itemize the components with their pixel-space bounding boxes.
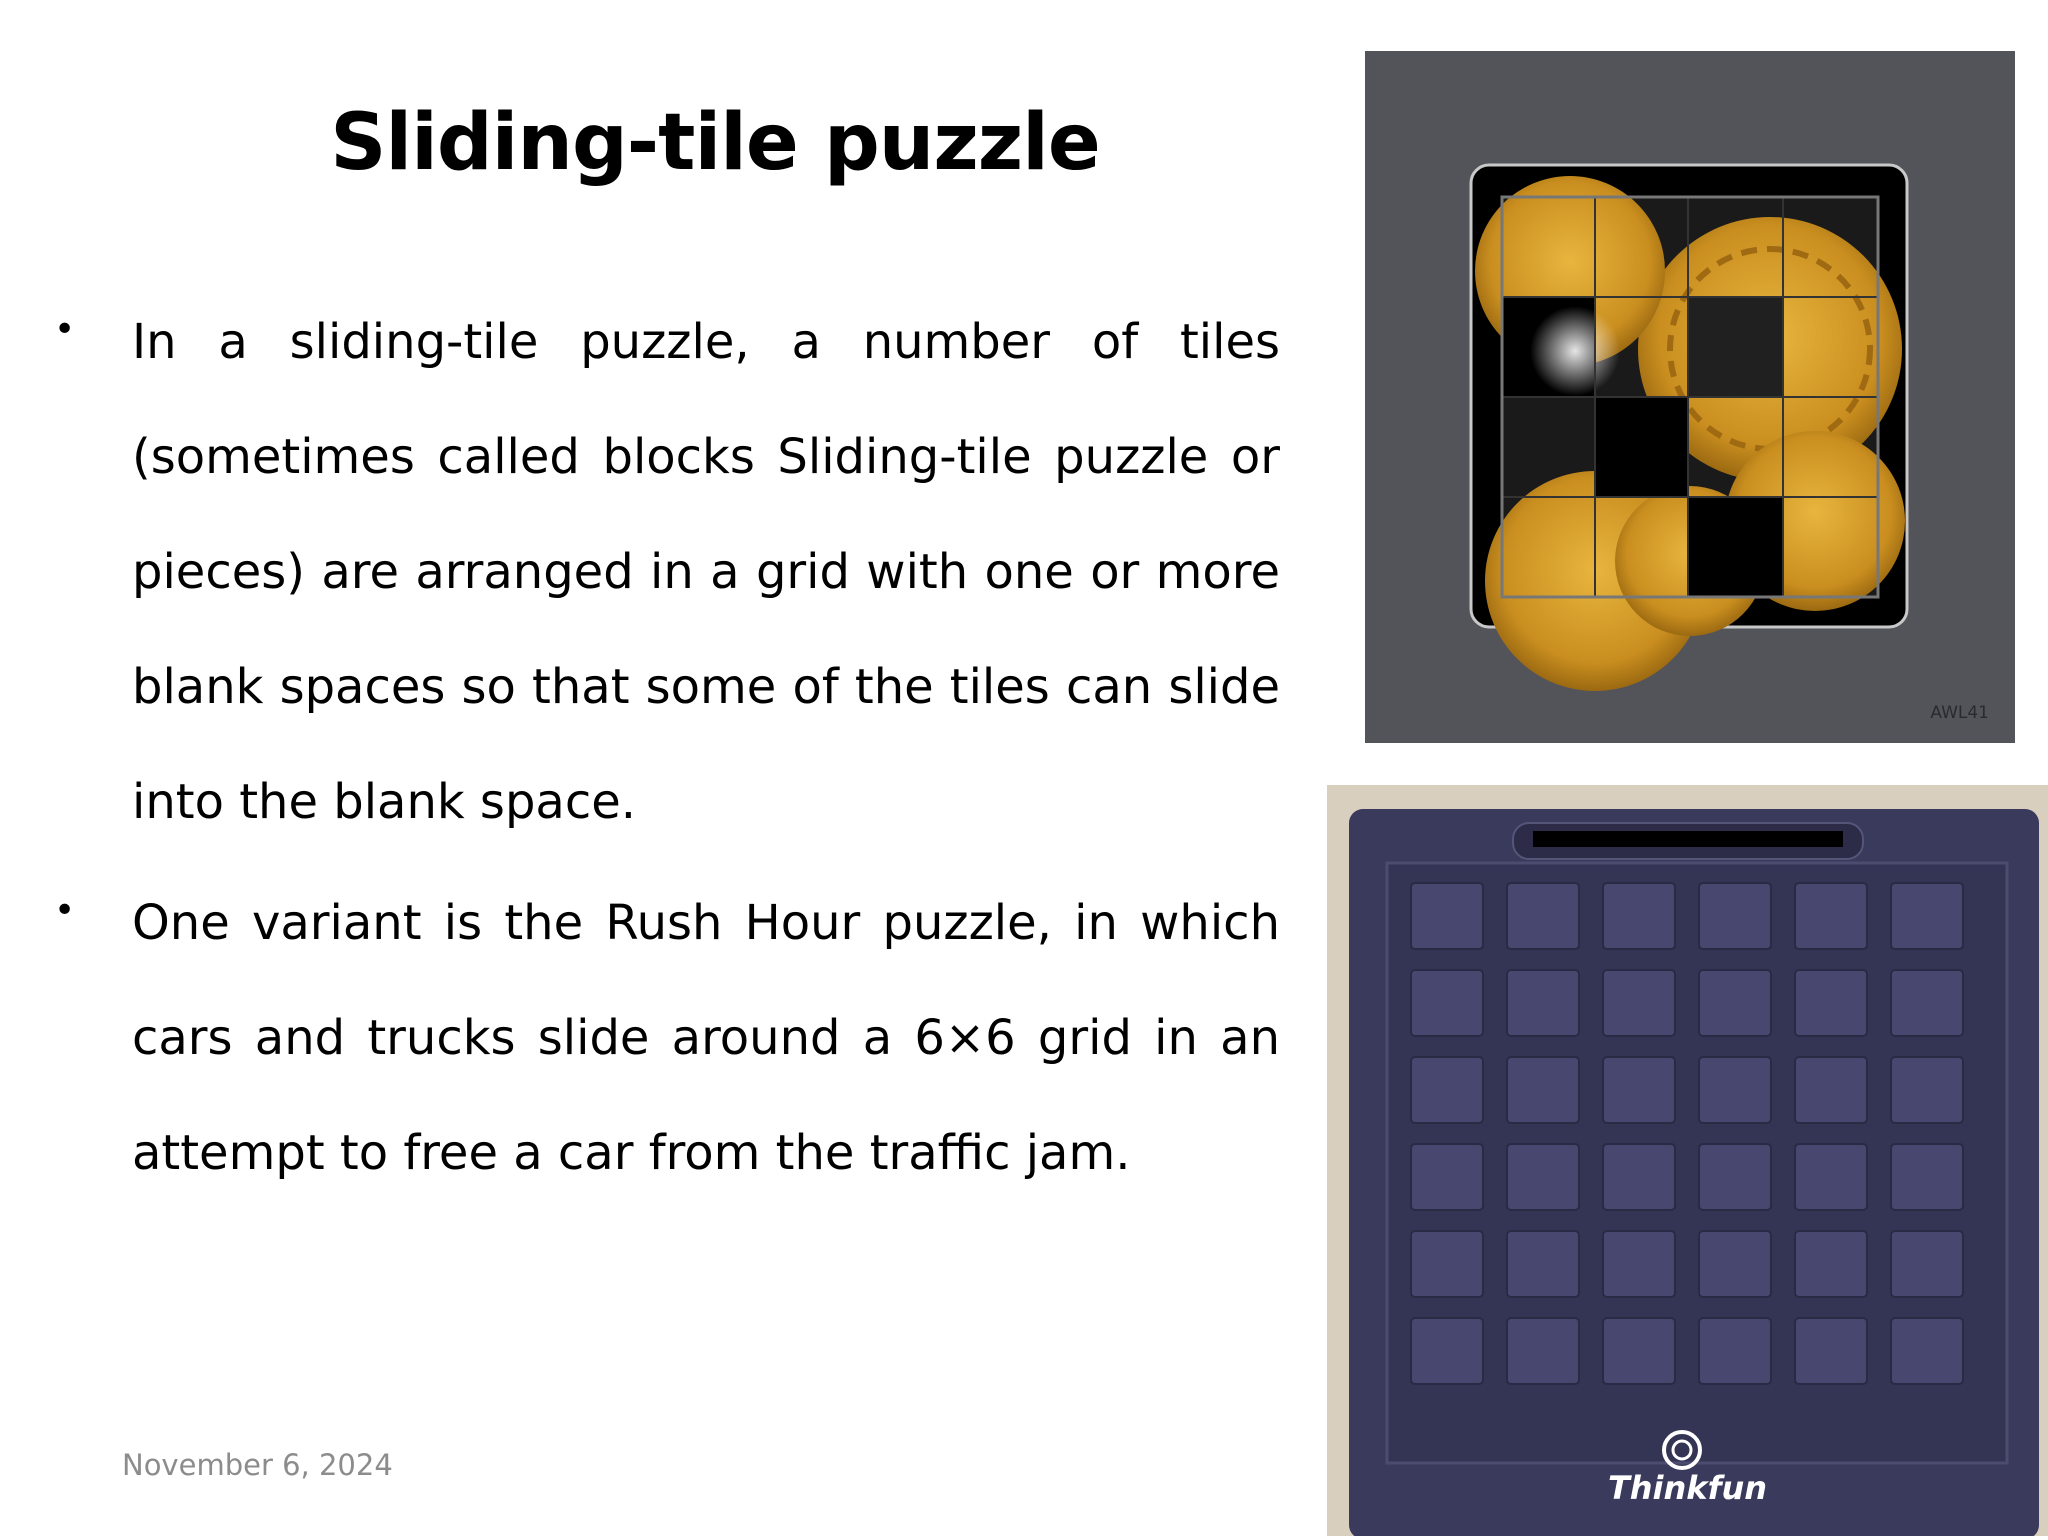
board-cell: [1411, 1318, 1483, 1384]
brand-logo-text: Thinkfun: [1607, 1469, 1768, 1507]
coin-puzzle-illustration: [1365, 51, 2015, 743]
bullet-text: In a sliding-tile puzzle, a number of tiles (sometimes called blocks Sliding-tile puzzle or pieces) are arranged in a grid with one or more blank spaces so that some of the tiles can slide into the blank space.: [132, 314, 1280, 830]
board-cell: [1699, 883, 1771, 949]
board-cell: [1891, 1318, 1963, 1384]
board-cell: [1603, 1057, 1675, 1123]
board-cell: [1891, 1144, 1963, 1210]
board-cell: [1411, 970, 1483, 1036]
board-cell: [1411, 1231, 1483, 1297]
board-cell: [1603, 883, 1675, 949]
board-cell: [1507, 883, 1579, 949]
board-cell: [1891, 1057, 1963, 1123]
board-cell: [1603, 1318, 1675, 1384]
board-cell: [1507, 1318, 1579, 1384]
footer-date: November 6, 2024: [122, 1448, 393, 1482]
board-cell: [1795, 1231, 1867, 1297]
board-cell: [1507, 970, 1579, 1036]
board-cell: [1699, 1057, 1771, 1123]
bullet-item: [40, 866, 1280, 1211]
board-cell: [1411, 883, 1483, 949]
board-cell: [1795, 1318, 1867, 1384]
bullet-marker: •: [54, 309, 76, 350]
board-cell: [1603, 1144, 1675, 1210]
board-cell: [1699, 1318, 1771, 1384]
board-cell: [1411, 1057, 1483, 1123]
board-cell: [1891, 970, 1963, 1036]
rush-hour-board-illustration: [1327, 785, 2048, 1536]
board-cell: [1699, 1144, 1771, 1210]
board-cell: [1603, 1231, 1675, 1297]
board-cell: [1795, 883, 1867, 949]
board-cell: [1603, 970, 1675, 1036]
slide-title: Sliding-tile puzzle: [330, 98, 1100, 188]
board-cell: [1891, 883, 1963, 949]
board-cell: [1411, 1144, 1483, 1210]
bullet-marker: •: [54, 890, 76, 931]
board-cell: [1507, 1144, 1579, 1210]
bullet-item: [40, 285, 1280, 860]
board-cell: [1795, 1144, 1867, 1210]
board-cell: [1507, 1231, 1579, 1297]
bullet-list: [40, 285, 1280, 1217]
board-cell: [1699, 970, 1771, 1036]
board-cell: [1795, 1057, 1867, 1123]
board-cell: [1507, 1057, 1579, 1123]
coin-puzzle-image: [1365, 51, 2015, 743]
board-cell: [1795, 970, 1867, 1036]
board-cell: [1891, 1231, 1963, 1297]
bullet-text: One variant is the Rush Hour puzzle, in which cars and trucks slide around a 6×6 grid in an attempt to free a car from the traffic jam.: [132, 895, 1280, 1181]
rush-hour-board-image: [1327, 785, 2048, 1536]
image-watermark: AWL41: [1930, 703, 1989, 723]
board-cell: [1699, 1231, 1771, 1297]
